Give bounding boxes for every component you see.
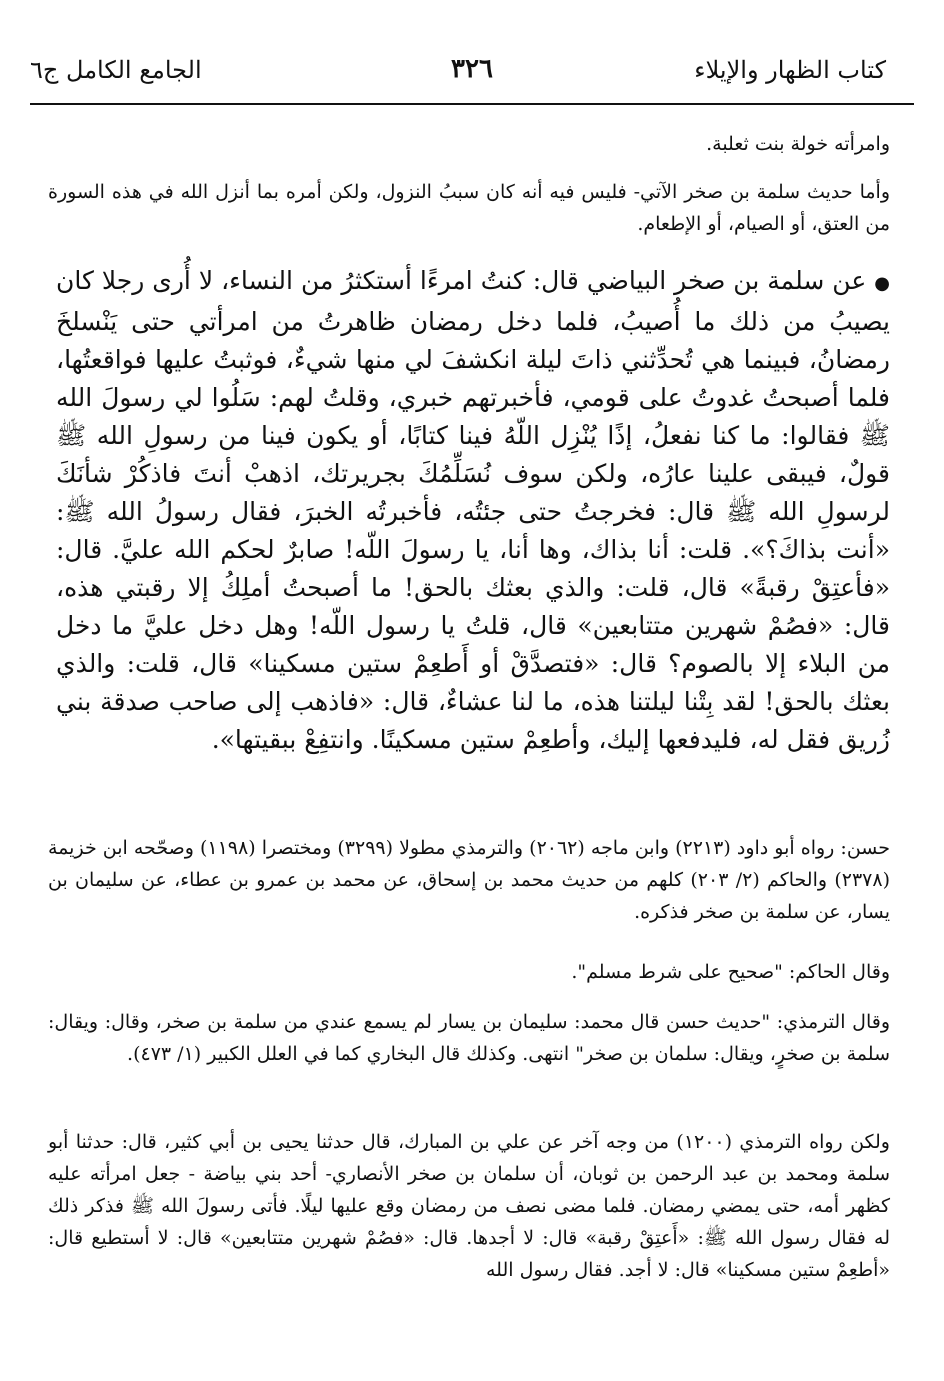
paragraph-1 <box>48 128 890 160</box>
paragraph-1-text: وامرأته خولة بنت ثعلبة. <box>706 133 890 155</box>
paragraph-2-text: وأما حديث سلمة بن صخر الآتي- فليس فيه أنه كان سببُ النزول، ولكن أمره بما أنزل الله في هذه السورة من العتق، أو الصيام، أو الإطعام. <box>48 181 890 235</box>
takhrij-text: حسن: رواه أبو داود (٢٢١٣) وابن ماجه (٢٠٦٢) والترمذي مطولا (٣٢٩٩) ومختصرا (١١٩٨) وصحّحه ابن خزيمة (٢٣٧٨) والحاكم (٢/ ٢٠٣) كلهم من حديث محمد بن إسحاق، عن محمد بن عمرو بن عطاء، عن سليمان بن يسار، عن سلمة بن صخر فذكره. <box>48 837 890 923</box>
hadith-body: عن سلمة بن صخر البياضي قال: كنتُ امرءًا أستكثرُ من النساء، لا أُرى رجلا كان يصيبُ من ذلك ما أُصيبُ، فلما دخل رمضان ظاهرتُ من امرأتي حتى يَنْسلخَ رمضانُ، فبينما هي تُحدِّثني ذاتَ ليلة انكشفَ لي منها شيءٌ، فوثبتُ عليها فواقعتُها، فلما أصبحتُ غدوتُ على قومي، فأخبرتهم خبري، وقلتُ لهم: سَلُوا لي رسولَ الله ﷺ فقالوا: ما كنا نفعلُ، إذًا يُنْزِل اللّهُ فينا كتابًا، أو يكون فينا من رسولِ الله ﷺ قولٌ، فيبقى علينا عارُه، ولكن سوف نُسَلِّمُكَ بجريرتك، اذهبْ أنتَ فاذكُرْ شأنَكَ لرسولِ الله ﷺ قال: فخرجتُ حتى جئتُه، فأخبرتُه الخبرَ، فقال رسولُ الله ﷺ: «أنت بذاكَ؟». قلت: أنا بذاك، وها أنا، يا رسولَ اللّه! صابرٌ لحكم الله عليَّ. قال: «فأعتِقْ رقبةً» قال، قلت: والذي بعثك بالحق! ما أصبحتُ أملِكُ إلا رقبتي هذه، قال: «فصُمْ شهرين متتابعين» قال، قلتُ يا رسول اللّه! وهل دخل عليَّ ما دخل من البلاء إلا بالصوم؟ قال: «فتصدَّقْ أو أَطعِمْ ستين مسكينا» قال، قلت: والذي بعثك بالحق! لقد بِتْنا ليلتنا هذه، ما لنا عشاءٌ، قال: «فاذهب إلى صاحب صدقة بني زُريق فقل له، فليدفعها إليك، وأطعِمْ ستين مسكينًا. وانتفِعْ ببقيتها». <box>56 266 890 754</box>
header-rule <box>30 103 914 105</box>
hakim-paragraph <box>48 956 890 988</box>
bullet-icon: ● <box>874 273 890 294</box>
tirmidhi-text: وقال الترمذي: "حديث حسن قال محمد: سليمان بن يسار لم يسمع عندي من سلمة بن صخر، وقال: ويقال: سلمة بن صخرٍ، ويقال: سلمان بن صخر" انتهى. وكذلك قال البخاري كما في العلل الكبير (١/ ٤٧٣). <box>48 1011 890 1065</box>
second-narration-text: ولكن رواه الترمذي (١٢٠٠) من وجه آخر عن علي بن المبارك، قال حدثنا يحيى بن أبي كثير، قال: حدثنا أبو سلمة ومحمد بن عبد الرحمن بن ثوبان، أن سلمان بن صخر الأنصاري- أحد بني بياضة - جعل امرأته عليه كظهر أمه، حتى يمضي رمضان. فلما مضى نصف من رمضان وقع عليها ليلًا. فأتى رسولَ الله ﷺ فذكر ذلك له فقال رسول الله ﷺ: «أَعتِقْ رقبة» قال: لا أجدها. قال: «فصُمْ شهرين متتابعين» قال: لا أستطيع قال: «أطعِمْ ستين مسكينا» قال: لا أجد. فقال رسول الله <box>48 1131 890 1281</box>
second-narration-paragraph <box>48 1126 890 1286</box>
page-header <box>30 48 914 100</box>
book-title: كتاب الظهار والإيلاء <box>694 56 886 84</box>
page-number: ٣٢٦ <box>451 54 493 84</box>
hadith-text <box>56 262 890 759</box>
takhrij-paragraph <box>48 832 890 928</box>
tirmidhi-paragraph <box>48 1006 890 1070</box>
paragraph-2 <box>48 176 890 240</box>
hakim-text: وقال الحاكم: "صحيح على شرط مسلم". <box>571 961 890 983</box>
series-title: الجامع الكامل ج٦ <box>30 56 202 84</box>
